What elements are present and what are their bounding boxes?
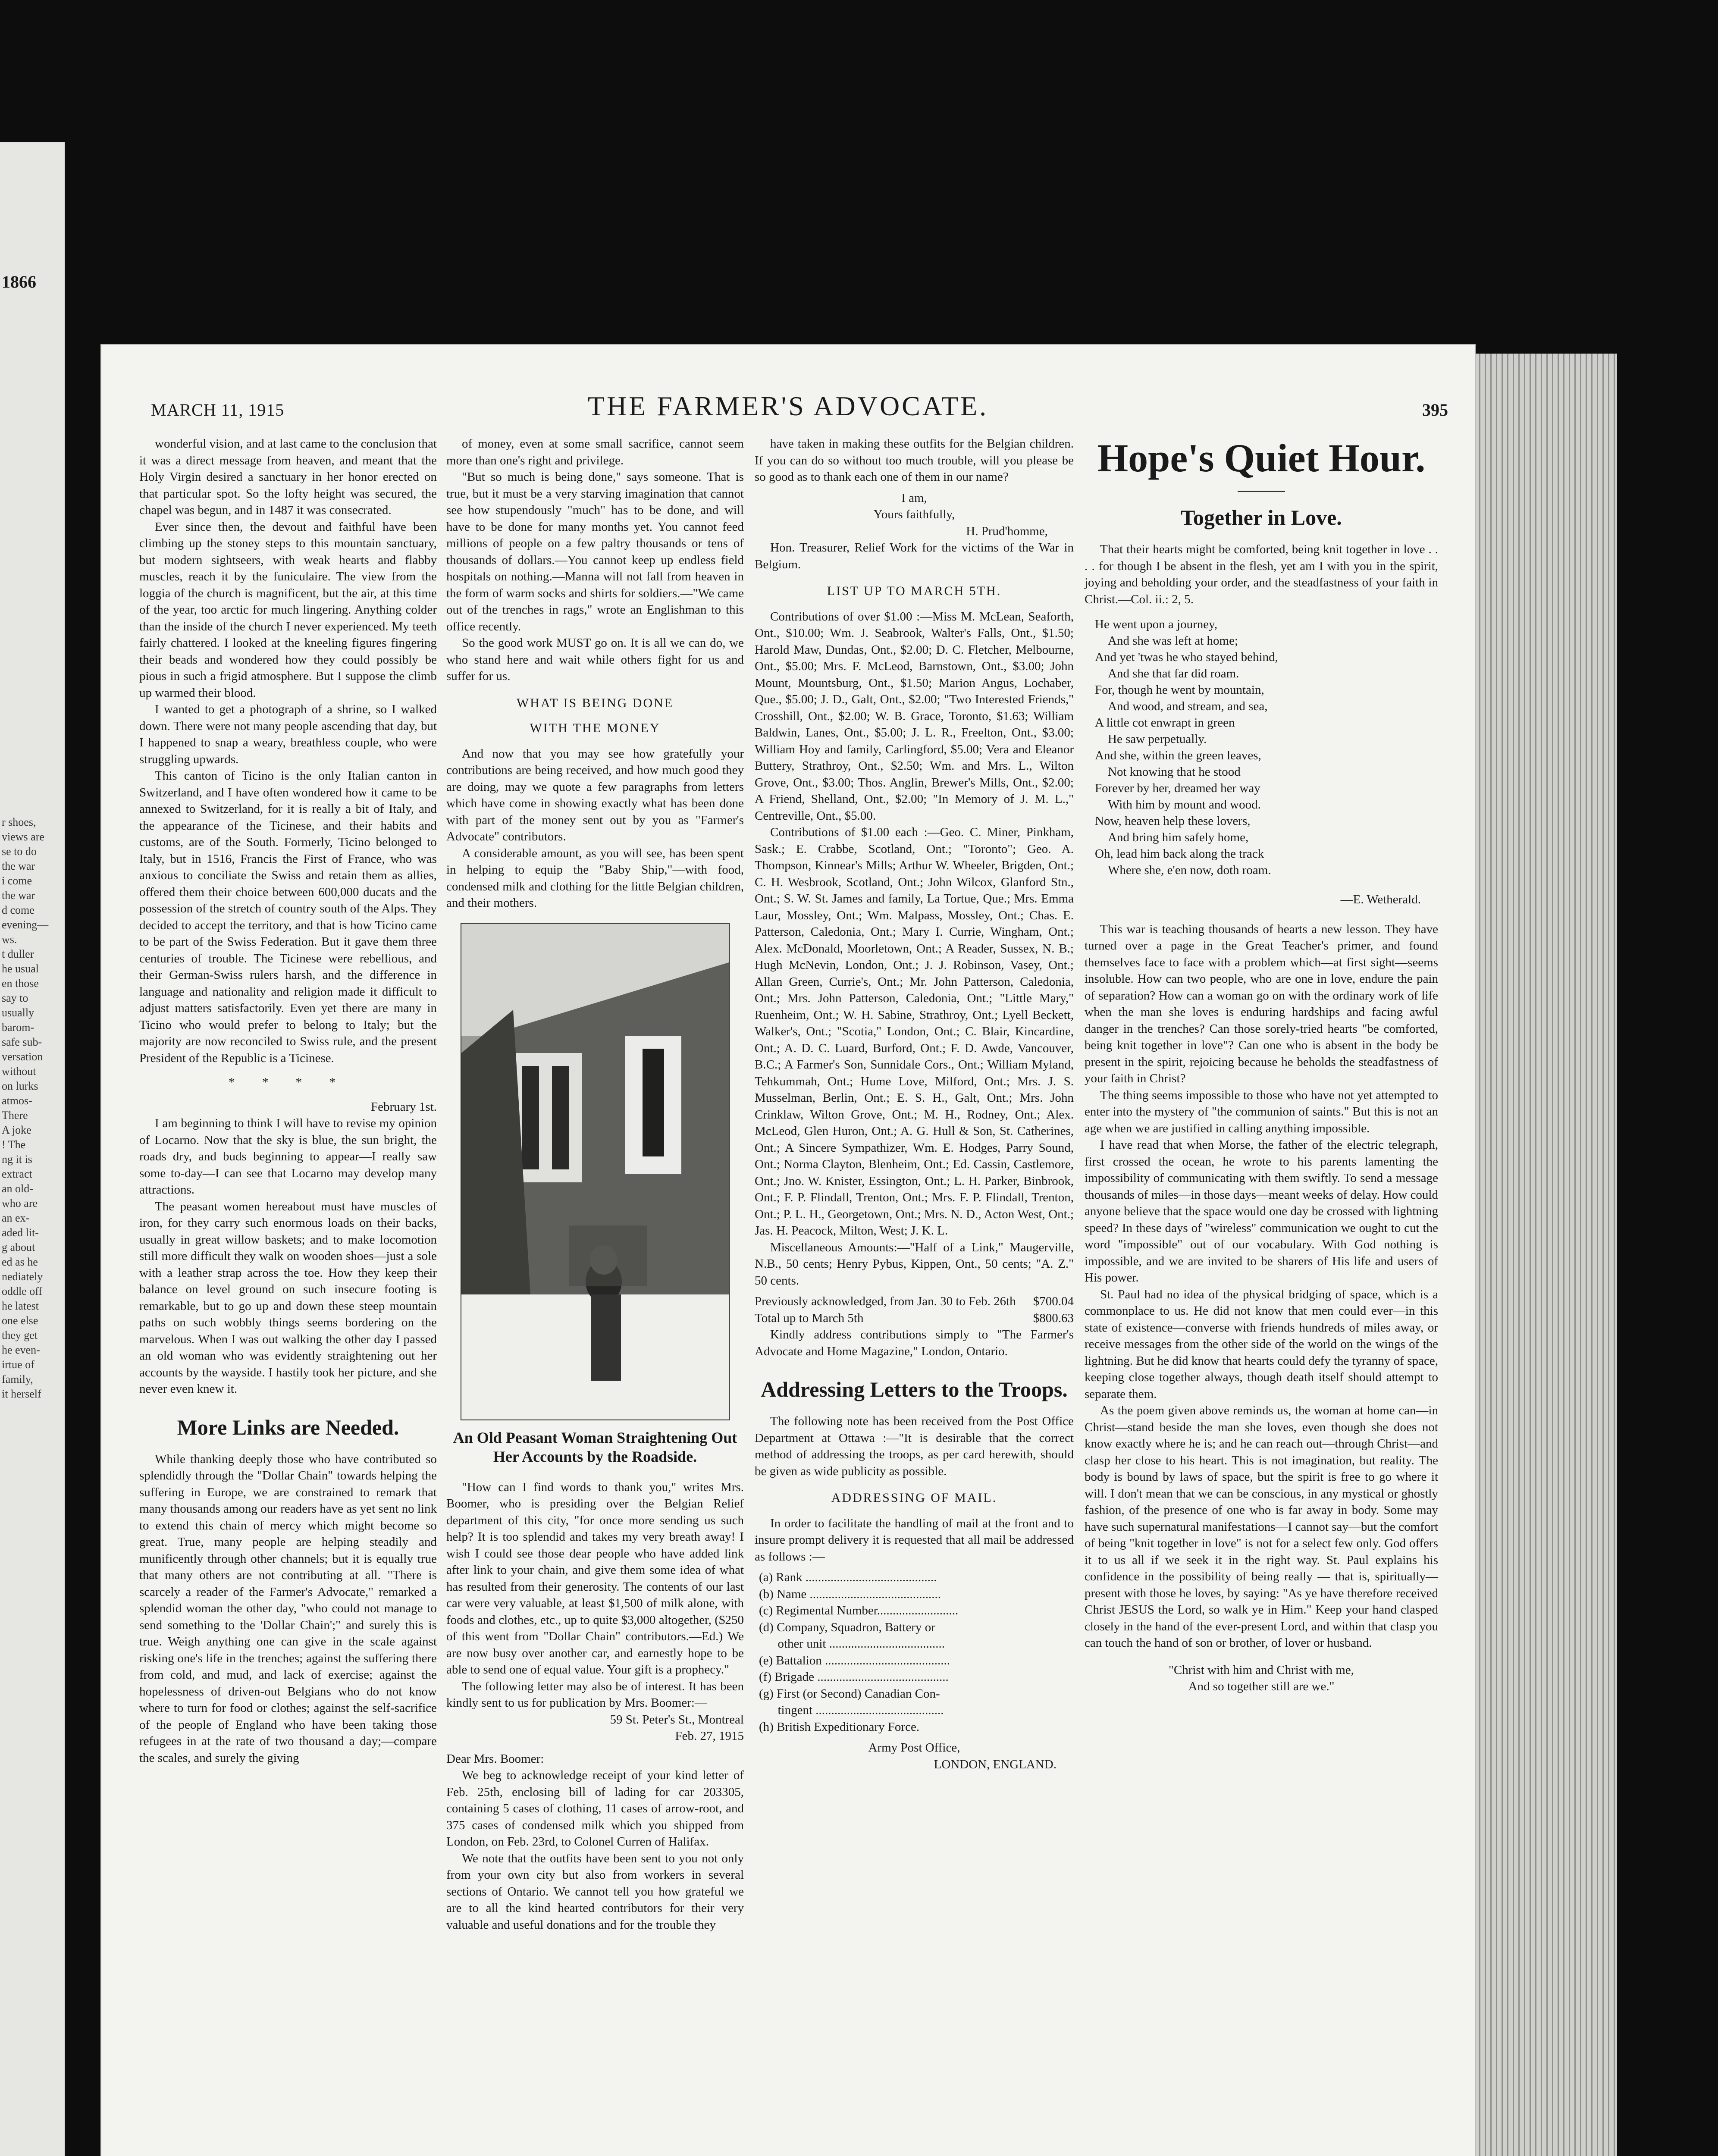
- adjacent-page-line: views are: [2, 830, 44, 843]
- hopes-quiet-hour-title: Hope's Quiet Hour.: [1097, 436, 1426, 480]
- list-heading: LIST UP TO MARCH 5TH.: [827, 584, 1002, 598]
- adjacent-page-line: oddle off: [2, 1285, 43, 1297]
- adjacent-page-line: ws.: [2, 933, 17, 946]
- column-1-text-3: [139, 1451, 437, 1767]
- address-form-line: (f) Brigade ..........................................: [759, 1670, 949, 1684]
- together-in-love-subtitle: Together in Love.: [1181, 505, 1342, 530]
- paragraph: The thing seems impossible to those who have not yet attempted to enter into the mystery of "the communion of saints." But this is not an age when we are justified in calling anything impossible.: [1085, 1088, 1438, 1135]
- subhead-what-is-being-done: WHAT IS BEING DONE: [516, 696, 674, 710]
- poem-line: And she that far did roam.: [1108, 667, 1239, 680]
- address-form-line: (b) Name ..........................................: [759, 1587, 941, 1601]
- address-form-line: tingent .........................................: [759, 1703, 944, 1717]
- adjacent-page-line: g about: [2, 1241, 35, 1253]
- peasant-woman-photo-image: [461, 924, 729, 1420]
- adjacent-page-line: se to do: [2, 845, 37, 858]
- signature-title: Hon. Treasurer, Relief Work for the victims of the War in Belgium.: [755, 541, 1074, 571]
- adjacent-page-line: safe sub-: [2, 1036, 42, 1048]
- section-title-addressing-letters: Addressing Letters to the Troops.: [761, 1377, 1068, 1401]
- poem-line: With him by mount and wood.: [1108, 798, 1261, 812]
- poem-line: Where she, e'en now, doth roam.: [1108, 863, 1271, 877]
- letter-date: Feb. 27, 1915: [675, 1729, 744, 1743]
- letter-address: 59 St. Peter's St., Montreal: [610, 1712, 744, 1727]
- total-value: $700.04: [1033, 1294, 1074, 1308]
- paragraph: A considerable amount, as you will see, has been spent in helping to equip the "Baby Ship,"—with food, condensed milk and clothing for the little Belgian children, and their mothers.: [446, 846, 744, 910]
- adjacent-page-line: en those: [2, 977, 39, 990]
- column-2: [446, 436, 744, 1933]
- paragraph: We note that the outfits have been sent to you not only from your own city but also from workers in several sections of Ontario. We cannot tell you how grateful we are to all the kind hearted contributors for their very valuable and useful donations and for the trouble they: [446, 1851, 744, 1932]
- column-1-text-2: [139, 1115, 437, 1398]
- address-note: Kindly address contributions simply to "The Farmer's Advocate and Home Magazine," London, Ontario.: [755, 1328, 1074, 1358]
- paragraph: "But so much is being done," says someone. That is true, but it must be a very starving imagination that cannot see how stupendously "much" has to be done, and will have to be done for many months yet. You cannot feed millions of people on a few paltry thousands or tens of thousands of dollars.—You cannot keep up endless field hospitals on nothing.—Manna will not fall from heaven in the form of warm socks and shirts for soldiers.—"We came out of the trenches in rags," wrote an Englishman to this office recently.: [446, 470, 744, 633]
- closing-couplet: [1085, 1662, 1438, 1695]
- title-rule: [1238, 491, 1285, 492]
- total-row: [755, 1310, 1074, 1327]
- adjacent-page-line: he even-: [2, 1344, 40, 1356]
- newspaper-page: [101, 345, 1475, 2156]
- column-4-text: [1085, 921, 1438, 1651]
- column-2-text-4: [446, 1767, 744, 1933]
- poem-line: He went upon a journey,: [1095, 617, 1218, 631]
- paragraph: This war is teaching thousands of hearts a new lesson. They have turned over a page in the Great Teacher's primer, and found themselves face to face with a problem which—at first sight—seems insoluble. How can two people, who are one in love, endure the pain of separation? How can a woman go on with the ordinary work of life when the man she loves is enduring hardships and facing awful danger in the trenches? Can those sorely-tried hearts "be comforted, being knit together in love"? Can one who is absent in the body be present in the spirit, rejoicing because he beholds the steadfastness of your faith in Christ?: [1085, 922, 1438, 1085]
- adjacent-page-line: d come: [2, 904, 34, 916]
- epigraph: That their hearts might be comforted, being knit together in love . . . . for though I be absent in the flesh, yet am I with you in the spirit, joying and beholding your order, and the steadfastness of your faith in Christ.—Col. ii.: 2, 5.: [1085, 542, 1438, 606]
- adjacent-page-line: There: [2, 1109, 28, 1122]
- poem-line: And she was left at home;: [1108, 634, 1238, 648]
- masthead: THE FARMER'S ADVOCATE.: [587, 391, 989, 421]
- address-form-line: (a) Rank ..........................................: [759, 1570, 937, 1584]
- column-3: [755, 436, 1074, 1773]
- paragraph: We beg to acknowledge receipt of your kind letter of Feb. 25th, enclosing bill of lading for car 203305, containing 5 cases of clothing, 11 cases of arrow-root, and 375 cases of condensed milk which you shipped from London, on Feb. 23rd, to Colonel Curren of Halifax.: [446, 1768, 744, 1849]
- section-break-stars: * * * *: [229, 1075, 348, 1089]
- adjacent-page-line: aded lit-: [2, 1226, 39, 1239]
- column-3-text-2: [755, 1413, 1074, 1479]
- adjacent-page-line: family,: [2, 1373, 33, 1385]
- adjacent-page-line: it herself: [2, 1388, 41, 1400]
- adjacent-page-line: an ex-: [2, 1212, 30, 1224]
- adjacent-page-line: usually: [2, 1006, 34, 1019]
- paragraph: "How can I find words to thank you," writes Mrs. Boomer, who is presiding over the Belgian Relief department of this city, "for once more sending us such help? It is too splendid and takes my very breath away! I wish I could see those dear people who have added link after link to your chain, and give them some idea of what has resulted from their generosity. The contents of our last car were very valuable, at least $1,500 of milk alone, with foods and clothes, etc., up to quite $3,000 altogether, ($250 of this went from "Dollar Chain" contributors.—Ed.) We are now busy over another car, and earnestly hope to be able to send one of equal value. Your gift is a prophecy.": [446, 1480, 744, 1677]
- adjacent-page-line: extract: [2, 1168, 32, 1180]
- address-form-line: (d) Company, Squadron, Battery or: [759, 1620, 935, 1634]
- signature-yours: Yours faithfully,: [873, 508, 955, 521]
- paragraph: The following letter may also be of interest. It has been kindly sent to us for publication by Mrs. Boomer:—: [446, 1679, 744, 1710]
- paragraph: And now that you may see how gratefully your contributions are being received, and how much good they are doing, may we quote a few paragraphs from letters which have come in showing exactly what has been done with part of the money sent out by you as "Farmer's Advocate" contributors.: [446, 746, 744, 843]
- paragraph: I am beginning to think I will have to revise my opinion of Locarno. Now that the sky is blue, the sun bright, the roads dry, and buds beginning to appear—I really saw some to-day—I can see that Locarno may develop many attractions.: [139, 1116, 437, 1197]
- adjacent-page-line: they get: [2, 1329, 38, 1341]
- paragraph: I have read that when Morse, the father of the electric telegraph, first crossed the ocean, he wrote to his parents lamenting the impossibility of communicating with them swiftly. To send a message thousands of miles—in those days—meant weeks of delay. How could anyone believe that the space would one day be crossed with lightning speed? In these days of "wireless" communication we ought to cut the word "impossible" out of our vocabulary. With God nothing is impossible, and we are invited to be sharers of His life and users of His power.: [1085, 1138, 1438, 1285]
- adjacent-page-line: the war: [2, 860, 35, 872]
- total-label: Previously acknowledged, from Jan. 30 to Feb. 26th: [755, 1294, 1016, 1308]
- paragraph: St. Paul had no idea of the physical bridging of space, which is a commonplace to us. He did not know that men could ever—in this state of existence—converse with friends hundreds of miles away, or receive messages from the other side of the world on the wings of the lightning. But he did know that hearts could defy the tyranny of space, keeping close together always, though death itself should attempt to separate them.: [1085, 1287, 1438, 1401]
- signature-name: H. Prud'homme,: [966, 524, 1048, 538]
- adjacent-page-line: t duller: [2, 948, 34, 960]
- adjacent-page-line: A joke: [2, 1124, 31, 1136]
- column-3-text: [755, 436, 1074, 486]
- poem-line: And bring him safely home,: [1108, 830, 1249, 844]
- address-form-line: (c) Regimental Number..........................: [759, 1604, 959, 1617]
- adjacent-page-line: ! The: [2, 1138, 26, 1151]
- adjacent-page-line: he latest: [2, 1300, 39, 1312]
- address-form-list: [759, 1569, 1074, 1735]
- adjacent-page-line: on lurks: [2, 1080, 38, 1092]
- adjacent-page-fragments: [2, 815, 62, 1401]
- poem-line: Now, heaven help these lovers,: [1095, 814, 1251, 828]
- letter-salutation: Dear Mrs. Boomer:: [446, 1752, 544, 1766]
- mail-intro: In order to facilitate the handling of mail at the front and to insure prompt delivery it is requested that all mail be addressed as follows :—: [755, 1516, 1074, 1564]
- poem-line: A little cot enwrapt in green: [1095, 716, 1235, 730]
- paragraph: wonderful vision, and at last came to the conclusion that it was a direct message from heaven, and meant that the Holy Virgin desired a sanctuary in her honor erected on that particular spot. So the lofty height was secured, the chapel was begun, and in 1487 it was consecrated.: [139, 437, 437, 517]
- adjacent-page-line: barom-: [2, 1021, 34, 1034]
- contribution-paragraph: Contributions of $1.00 each :—Geo. C. Miner, Pinkham, Sask.; E. Crabbe, Scotland, Ont.; "Toronto"; Geo. A. Thompson, Kinnear's Mills; Arthur W. Wheeler, Brigden, Ont.; C. H. Wesbrook, Scotland, Ont.; John Wilcox, Glanford Stn., Ont.; S. W. St. James and family, La Tortue, Que.; Mrs. Emma Laur, Mossley, Ont.; Wm. Malpass, Mossley, Ont.; Chas. E. Patterson, Caledonia, Ont.; Mary I. Currie, Wingham, Ont.; Alex. McDonald, Moorletown, Ont.; A Reader, Sussex, N. B.; Hugh McNevin, London, Ont.; J. J. Robinson, Vasey, Ont.; Allan Green, Currie's, Ont.; Mr. John Patterson, Caledonia, Ont.; Mrs. John Patterson, Caledonia, Ont.; "Little Mary," Ruenheim, Ont.; W. H. Sabine, Strathroy, Ont.; Lyell Beckett, Walker's, Ont.; "Scotia," London, Ont.; C. Blair, Kincardine, Ont.; A. D. C. Luard, Burford, Ont.; F. D. Awde, Vancouver, B.C.; A Farmer's Son, Sunnidale Cors., Ont.; William Myland, Tehkummah, Ont.; Hume Love, Milford, Ont.; Mrs. J. S. Musselman, Berlin, Ont.; E. S. H., Galt, Ont.; Mrs. John Crinklaw, Wilton Grove, Ont.; M. H., Rodney, Ont.; Alex. McLeod, Glen Huron, Ont.; A. G. Hull & Son, St. Catherines, Ont.; A Sincere Sympathizer, Wm. E. Hodges, Parry Sound, Ont.; Norma Clayton, Blenheim, Ont.; Ed. Cassin, Castlemore, Ont.; Jno. W. Knister, Essington, Ont.; L. H. Parker, Binbrook, Ont.; F. P. Flindall, Trenton, Ont.; Mrs. F. P. Flindall, Trenton, Ont.; P. L. H., Georgetown, Ont.; Mrs. N. D., Acton West, Ont.; Jas. H. Peacock, Milton, West; J. K. L.: [755, 825, 1074, 1238]
- poem: [1095, 616, 1438, 878]
- paragraph: The following note has been received from the Post Office Department at Ottawa :—"It is desirable that the correct method of addressing the troops, as per card herewith, should be given as wide publicity as possible.: [755, 1414, 1074, 1478]
- closing-london: LONDON, ENGLAND.: [934, 1757, 1057, 1771]
- paragraph: I wanted to get a photograph of a shrine, so I walked down. There were not many people ascending that day, but I happened to snap a weary, breathless couple, who were struggling upwards.: [139, 702, 437, 766]
- adjacent-page-line: irtue of: [2, 1358, 34, 1371]
- total-label: Total up to March 5th: [755, 1311, 864, 1325]
- poem-line: Not knowing that he stood: [1108, 765, 1241, 779]
- column-2-text-2: [446, 746, 744, 912]
- poem-line: Forever by her, dreamed her way: [1095, 781, 1260, 795]
- contribution-paragraph: Miscellaneous Amounts:—"Half of a Link," Maugerville, N.B., 50 cents; Henry Pybus, Kippen, Ont., 50 cents; "A. Z." 50 cents.: [755, 1240, 1074, 1288]
- total-row: [755, 1293, 1074, 1310]
- adjacent-page-line: ed as he: [2, 1256, 38, 1268]
- adjacent-page-line: nediately: [2, 1270, 43, 1283]
- adjacent-page-line: ng it is: [2, 1153, 32, 1166]
- adjacent-page-number: 1866: [2, 272, 36, 291]
- poem-line: And wood, and stream, and sea,: [1108, 699, 1268, 713]
- paragraph: Ever since then, the devout and faithful have been climbing up the stoney steps to this mountain sanctuary, but modern sightseers, with weak hearts and flabby muscles, reach it by the funiculaire. The view from the loggia of the church is magnificent, but the air, at this time of the year, too arctic for much lingering. Anything colder than the inside of the church I never experienced. My teeth fairly chattered. I looked at the kneeling figures fingering their beads and wondered how they could possibly be pious in such a frigid atmosphere. But I suppose the climb up warmed their blood.: [139, 520, 437, 700]
- paragraph: have taken in making these outfits for the Belgian children. If you can do so without too much trouble, will you please be so good as to thank each one of them in our name?: [755, 437, 1074, 484]
- book-page-edges: [1475, 354, 1617, 2156]
- adjacent-page-strip: [0, 142, 65, 2156]
- paragraph: While thanking deeply those who have contributed so splendidly through the "Dollar Chain" towards helping the suffering in Europe, we are constrained to remark that many thousands among our readers have as yet sent no link to extend this chain of mercy which might become so great. True, many people are helping steadily and munificently through other channels; but it is equally true that many others are not contributing at all. "There is scarcely a reader of the Farmer's Advocate," remarked a splendid woman the other day, "who could not manage to send something to the 'Dollar Chain';" and surely this is true. Weigh anything one can give in the scale against risking one's life in the trenches; against the suffering there from cold, and mud, and lack of exercise; against the hopelessness of driven-out Belgians who do not know where to turn for food or clothes; against the self-sacrifice of the people of England who have been taking those refugees in at the rate of two thousand a day;—compare the scales, and surely the giving: [139, 1452, 437, 1765]
- adjacent-page-line: without: [2, 1065, 36, 1078]
- section-title-more-links: More Links are Needed.: [177, 1415, 399, 1439]
- address-form-line: (e) Battalion ........................................: [759, 1653, 950, 1667]
- column-2-text-3: [446, 1479, 744, 1711]
- address-form-line: (h) British Expeditionary Force.: [759, 1720, 920, 1734]
- address-form-line: other unit .....................................: [759, 1637, 945, 1651]
- adjacent-page-line: i come: [2, 874, 32, 887]
- adjacent-page-line: versation: [2, 1050, 43, 1063]
- adjacent-page-line: an old-: [2, 1182, 33, 1195]
- adjacent-page-line: evening—: [2, 918, 49, 931]
- poem-author: —E. Wetherald.: [1340, 893, 1421, 906]
- adjacent-page-line: say to: [2, 992, 28, 1004]
- contribution-paragraph: Contributions of over $1.00 :—Miss M. McLean, Seaforth, Ont., $10.00; Wm. J. Seabrook, Walter's Falls, Ont., $1.50; Harold Maw, Dundas, Ont., $2.00; D. C. Fletcher, Melbourne, Ont., $5.00; Mrs. F. McLeod, Barnstown, Ont., $3.00; John Mount, Mountsburg, Ont., $1.50; Marion Angus, Lochaber, Que., $5.00; J. D., Galt, Ont., $2.00; "Two Interested Friends," Crosshill, Ont., $2.00; W. B. Grace, Toronto, $1.63; William Baldwin, Lanes, Ont., $5.00; J. L. R., Freelton, Ont., $3.00; William Hoy and family, Carlingford, $5.00; Vera and Eleanor Buttery, Strathroy, Ont., $2.50; Wm. and Mrs. L., Wilton Grove, Ont., $3.00; Thos. Anglin, Brewer's Mills, Ont., $2.00; A Friend, Shelland, Ont., $2.00; "In Memory of J. M. L.," Centreville, Ont., $5.00.: [755, 609, 1074, 823]
- poem-line: And she, within the green leaves,: [1095, 749, 1261, 762]
- poem-line: And yet 'twas he who stayed behind,: [1095, 650, 1278, 664]
- adjacent-page-line: atmos-: [2, 1094, 32, 1107]
- page-number: 395: [1422, 400, 1448, 420]
- dateline: February 1st.: [370, 1100, 437, 1114]
- contributions-list: [755, 608, 1074, 1289]
- column-1-text: [139, 436, 437, 1066]
- subhead-with-the-money: WITH THE MONEY: [530, 721, 661, 735]
- poem-line: He saw perpetually.: [1108, 732, 1207, 746]
- paragraph: This canton of Ticino is the only Italian canton in Switzerland, and I have often wondered how it came to be annexed to Switzerland, for it is really a bit of Italy, and the appearance of the Ticinese, and their habits and customs, are of the South. Formerly, Ticino belonged to Italy, but in 1516, Francis the First of France, who was anxious to conciliate the Swiss and retain them as allies, offered them their choice between 600,000 ducats and the possession of the stretch of country south of the Alps. They decided to accept the territory, and that is how Ticino came to be part of the Swiss Federation. But it gave them three centuries of trouble. The Ticinese were rebellious, and their German-Swiss rulers harsh, and the difference in language and nationality and religion made it difficult to adjust matters satisfactorily. Even yet there are many in Ticino who would prefer to belong to Italy; but the majority are now reconciled to Swiss rule, and the present President of the Republic is a Ticinese.: [139, 769, 437, 1065]
- adjacent-page-line: who are: [2, 1197, 38, 1210]
- adjacent-page-line: the war: [2, 889, 35, 902]
- adjacent-page-line: he usual: [2, 962, 39, 975]
- poem-line: Oh, lead him back along the track: [1095, 847, 1264, 861]
- total-value: $800.63: [1033, 1311, 1074, 1325]
- page-header: [101, 390, 1475, 420]
- paragraph: The peasant women hereabout must have muscles of iron, for they carry such enormous loads on their backs, usually in great willow baskets; and to make locomotion still more difficult they walk on wooden shoes—just a sole with a leather strap across the toe. How they keep their balance on level ground on such insecure footing is remarkable, but to go up and down these steep mountain paths on such wobbly things seems bordering on the marvelous. When I was out walking the other day I passed an old woman who was evidently straightening out her accounts by the wayside. I hastily took her picture, and she never even knew it.: [139, 1199, 437, 1396]
- column-1: [139, 436, 437, 1766]
- photo-caption: An Old Peasant Woman Straightening Out Her Accounts by the Roadside.: [453, 1429, 737, 1465]
- column-2-text: [446, 436, 744, 685]
- paragraph: of money, even at some small sacrifice, cannot seem more than one's right and privilege.: [446, 437, 744, 467]
- contribution-totals: [755, 1293, 1074, 1326]
- adjacent-page-line: one else: [2, 1314, 38, 1327]
- signature-i-am: I am,: [901, 491, 927, 505]
- poem-line: For, though he went by mountain,: [1095, 683, 1264, 697]
- paragraph: So the good work MUST go on. It is all we can do, we who stand here and wait while others fight for us and suffer for us.: [446, 636, 744, 683]
- closing-army-post: Army Post Office,: [868, 1741, 960, 1755]
- couplet-line: "Christ with him and Christ with me,: [1169, 1663, 1354, 1677]
- adjacent-page-line: r shoes,: [2, 816, 36, 828]
- couplet-line: And so together still are we.": [1188, 1680, 1335, 1693]
- peasant-woman-photo: [461, 923, 730, 1420]
- paragraph: As the poem given above reminds us, the woman at home can—in Christ—stand beside the man she loves, even though she does not know exactly where he is; and he can reach out—through Christ—and clasp her close to his heart. This is not imagination, but reality. The body is bound by laws of space, but the spirit is free to go where it will. I don't mean that we can be conscious, in any mystical or ghostly fashion, of the presence of one who is far away in body. Some may have such supernatural manifestations—I cannot say—but the comfort of being "knit together in love" is not for a select few only. God offers it to us all if we seek it in the right way. St. Paul explains his confidence in the possibility of being really — that is, spiritually—present with those he loves, by saying: "As ye have therefore received Christ JESUS the Lord, so walk ye in Him." Keep your hand clasped closely in the hand of the ever-present Lord, and within that clasp you can touch the hand of son or brother, of lover or husband.: [1085, 1404, 1438, 1650]
- address-form-line: (g) First (or Second) Canadian Con-: [759, 1686, 940, 1701]
- mail-heading: ADDRESSING OF MAIL.: [831, 1491, 997, 1505]
- column-4: [1085, 436, 1438, 1695]
- issue-date: MARCH 11, 1915: [151, 400, 285, 420]
